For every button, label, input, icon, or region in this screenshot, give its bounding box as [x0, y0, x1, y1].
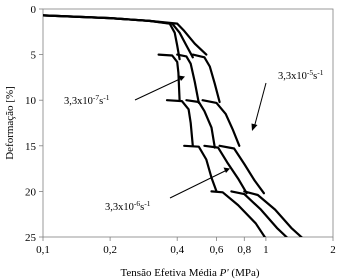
annotation-arrow-rate-7: [135, 78, 182, 100]
annotation-label-rate-5: $3,3x10^{-5}s^{-1}$: [278, 67, 324, 82]
series-layer: [43, 15, 306, 241]
annotation-arrowhead-rate-5: [252, 124, 258, 132]
y-tick-label: 25: [25, 232, 36, 244]
series-line-segment: [184, 146, 216, 192]
y-axis-ticks: [25, 4, 43, 244]
annotation-arrow-rate-5: [254, 83, 266, 128]
x-tick-label: 0,2: [103, 244, 117, 256]
series-line-segment: [43, 15, 193, 57]
y-tick-label: 0: [30, 4, 36, 16]
plot-frame: [43, 9, 333, 237]
x-tick-label: 1: [263, 244, 269, 256]
series-line-segment: [244, 191, 306, 241]
y-tick-label: 20: [25, 186, 36, 199]
annotation-label-rate-6: $3,3x10^{-6}s^{-1}$: [105, 198, 151, 213]
x-axis-ticks: [36, 237, 336, 256]
x-axis-title: Tensão Efetiva Média P' (MPa): [120, 267, 260, 279]
annotation-rate-5: [252, 68, 324, 132]
x-tick-label: 0,4: [170, 244, 185, 256]
y-tick-label: 15: [25, 140, 36, 153]
annotation-arrowhead-rate-6: [224, 168, 231, 174]
series-line-segment: [159, 55, 180, 101]
y-axis-title: Deformação [%]: [4, 86, 16, 160]
x-tick-label: 2: [330, 244, 336, 256]
x-tick-label: 0,8: [237, 244, 252, 256]
x-tick-label: 0,1: [36, 244, 50, 256]
y-tick-label: 10: [25, 95, 36, 108]
series-line-segment: [167, 100, 193, 146]
annotation-label-rate-7: $3,3x10^{-7}s^{-1}$: [64, 92, 110, 107]
annotation-rate-7: [64, 76, 185, 108]
y-tick-label: 5: [30, 49, 36, 62]
annotation-arrow-rate-6: [170, 170, 227, 198]
series-line-segment: [212, 191, 268, 241]
x-tick-label: 0,6: [209, 244, 224, 256]
series-line-segment: [203, 100, 240, 146]
